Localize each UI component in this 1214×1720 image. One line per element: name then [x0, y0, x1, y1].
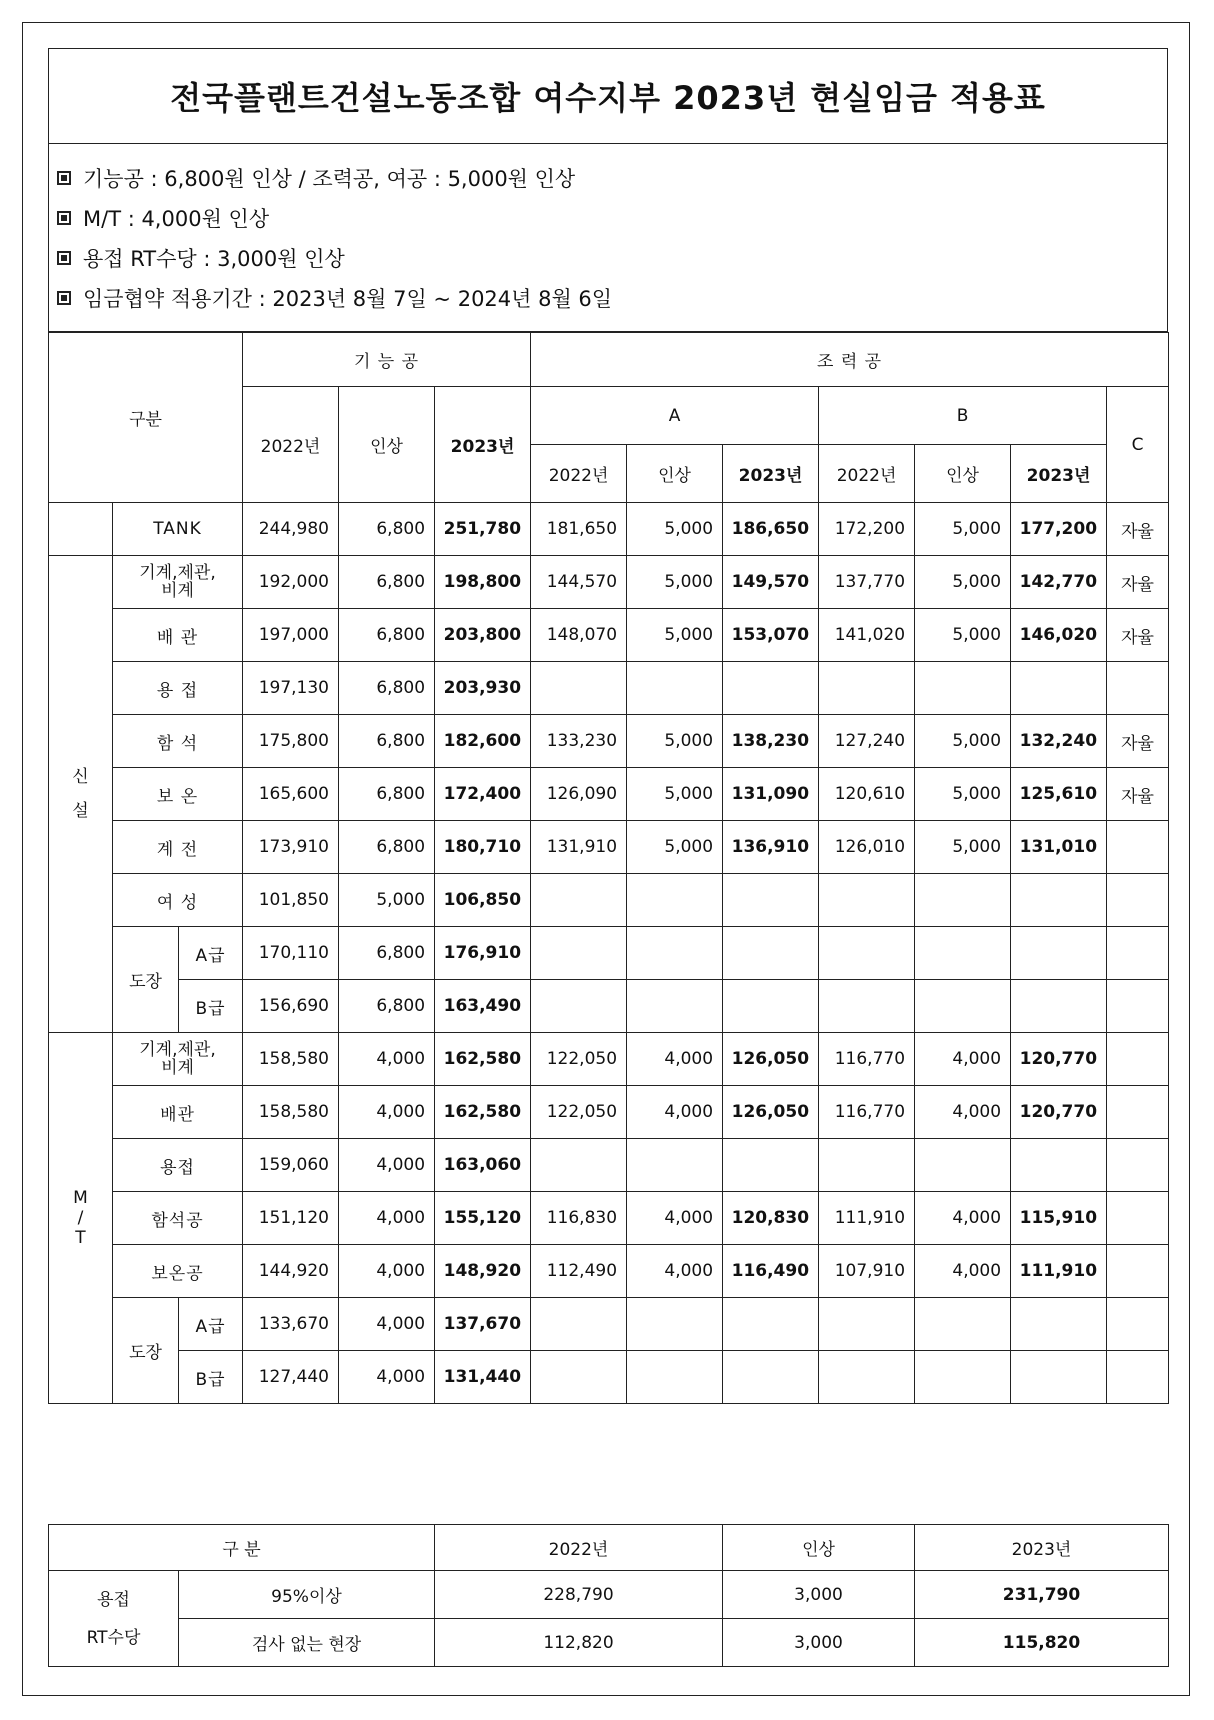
skilled-2022: 144,920 [243, 1245, 339, 1298]
skilled-raise: 5,000 [339, 874, 435, 927]
helper-b-2022 [819, 874, 915, 927]
helper-a-raise: 4,000 [627, 1245, 723, 1298]
header-group-a: A [531, 387, 819, 445]
helper-a-2022: 122,050 [531, 1033, 627, 1086]
helper-b-2022: 116,770 [819, 1033, 915, 1086]
helper-a-2023 [723, 980, 819, 1033]
helper-a-raise: 5,000 [627, 821, 723, 874]
subgroup-painting: 도장 [113, 1298, 179, 1404]
note-item: M/T : 4,000원 인상 [57, 198, 1159, 238]
helper-b-2023: 120,770 [1011, 1033, 1107, 1086]
helper-c [1107, 927, 1169, 980]
helper-b-2023 [1011, 1351, 1107, 1404]
header-b-2023: 2023년 [1011, 445, 1107, 503]
helper-c [1107, 1192, 1169, 1245]
helper-a-raise: 5,000 [627, 768, 723, 821]
row-label: 함 석 [113, 715, 243, 768]
skilled-2022: 151,120 [243, 1192, 339, 1245]
helper-a-2022 [531, 927, 627, 980]
table-row [49, 609, 1169, 662]
helper-a-2023: 126,050 [723, 1033, 819, 1086]
rt-row-2023: 231,790 [915, 1571, 1169, 1619]
helper-a-2022 [531, 662, 627, 715]
helper-a-raise [627, 1351, 723, 1404]
table-row [49, 821, 1169, 874]
helper-a-raise [627, 1298, 723, 1351]
helper-c [1107, 874, 1169, 927]
helper-b-raise: 4,000 [915, 1245, 1011, 1298]
skilled-2023: 251,780 [435, 503, 531, 556]
helper-b-2023 [1011, 927, 1107, 980]
row-label: 여 성 [113, 874, 243, 927]
helper-b-2022: 172,200 [819, 503, 915, 556]
row-label: A급 [179, 927, 243, 980]
helper-b-2022: 126,010 [819, 821, 915, 874]
header-a-raise: 인상 [627, 445, 723, 503]
skilled-2023: 198,800 [435, 556, 531, 609]
table-row [49, 1033, 1169, 1086]
helper-a-raise: 5,000 [627, 503, 723, 556]
helper-c [1107, 1033, 1169, 1086]
skilled-raise: 6,800 [339, 556, 435, 609]
helper-a-2023 [723, 1351, 819, 1404]
rt-allowance-table [48, 1524, 1169, 1667]
helper-b-2022: 111,910 [819, 1192, 915, 1245]
row-label: 배 관 [113, 609, 243, 662]
header-helper: 조 력 공 [531, 333, 1169, 387]
skilled-2022: 197,000 [243, 609, 339, 662]
header-category: 구분 [49, 333, 243, 503]
skilled-raise: 6,800 [339, 768, 435, 821]
table-row [49, 1298, 1169, 1351]
rt-row-2023: 115,820 [915, 1619, 1169, 1667]
helper-a-2022: 131,910 [531, 821, 627, 874]
table-row [49, 927, 1169, 980]
table-row [49, 1351, 1169, 1404]
helper-a-2022: 133,230 [531, 715, 627, 768]
helper-a-raise [627, 874, 723, 927]
table-row [49, 980, 1169, 1033]
helper-a-2022: 112,490 [531, 1245, 627, 1298]
helper-c [1107, 1351, 1169, 1404]
skilled-raise: 6,800 [339, 503, 435, 556]
helper-a-2023 [723, 874, 819, 927]
helper-b-2022: 107,910 [819, 1245, 915, 1298]
row-label: 보온공 [113, 1245, 243, 1298]
rt-row-2022: 228,790 [435, 1571, 723, 1619]
subgroup-painting: 도장 [113, 927, 179, 1033]
square-bullet-icon [57, 211, 71, 225]
skilled-2022: 165,600 [243, 768, 339, 821]
group-cell-empty [49, 503, 113, 556]
helper-a-2022: 116,830 [531, 1192, 627, 1245]
helper-a-2023: 186,650 [723, 503, 819, 556]
helper-c [1107, 1086, 1169, 1139]
helper-c [1107, 1139, 1169, 1192]
helper-b-2023: 177,200 [1011, 503, 1107, 556]
helper-b-2022 [819, 1298, 915, 1351]
skilled-raise: 6,800 [339, 662, 435, 715]
helper-a-2023: 153,070 [723, 609, 819, 662]
helper-b-raise [915, 662, 1011, 715]
table-row [49, 1139, 1169, 1192]
helper-b-2023: 146,020 [1011, 609, 1107, 662]
skilled-2022: 192,000 [243, 556, 339, 609]
skilled-raise: 4,000 [339, 1139, 435, 1192]
table-row [49, 556, 1169, 609]
header-skilled-2022: 2022년 [243, 387, 339, 503]
helper-b-2022: 116,770 [819, 1086, 915, 1139]
helper-a-raise [627, 1139, 723, 1192]
helper-a-2023: 138,230 [723, 715, 819, 768]
skilled-2023: 148,920 [435, 1245, 531, 1298]
helper-c [1107, 1298, 1169, 1351]
document-body [48, 48, 1168, 1404]
helper-b-raise: 4,000 [915, 1033, 1011, 1086]
rt-header-category: 구 분 [49, 1525, 435, 1571]
helper-b-2023 [1011, 874, 1107, 927]
skilled-2022: 158,580 [243, 1033, 339, 1086]
helper-c [1107, 980, 1169, 1033]
skilled-raise: 4,000 [339, 1351, 435, 1404]
skilled-2022: 156,690 [243, 980, 339, 1033]
helper-b-raise: 4,000 [915, 1086, 1011, 1139]
helper-a-raise [627, 927, 723, 980]
skilled-2023: 131,440 [435, 1351, 531, 1404]
helper-a-2022: 122,050 [531, 1086, 627, 1139]
helper-a-2022: 126,090 [531, 768, 627, 821]
helper-a-raise: 5,000 [627, 556, 723, 609]
skilled-raise: 4,000 [339, 1245, 435, 1298]
table-row [49, 503, 1169, 556]
skilled-2022: 133,670 [243, 1298, 339, 1351]
skilled-2022: 159,060 [243, 1139, 339, 1192]
helper-b-raise: 5,000 [915, 503, 1011, 556]
skilled-2023: 162,580 [435, 1033, 531, 1086]
skilled-2022: 158,580 [243, 1086, 339, 1139]
helper-a-raise [627, 980, 723, 1033]
skilled-2023: 172,400 [435, 768, 531, 821]
skilled-2023: 163,060 [435, 1139, 531, 1192]
helper-b-raise: 5,000 [915, 556, 1011, 609]
helper-b-2023: 115,910 [1011, 1192, 1107, 1245]
helper-a-2022: 148,070 [531, 609, 627, 662]
skilled-2023: 180,710 [435, 821, 531, 874]
note-item: 임금협약 적용기간 : 2023년 8월 7일 ~ 2024년 8월 6일 [57, 278, 1159, 318]
helper-b-2022: 137,770 [819, 556, 915, 609]
helper-c [1107, 662, 1169, 715]
skilled-2022: 197,130 [243, 662, 339, 715]
wage-table [48, 332, 1169, 1404]
rt-group-label: 용접 RT수당 [49, 1571, 179, 1667]
table-row [49, 715, 1169, 768]
square-bullet-icon [57, 171, 71, 185]
row-label: 함석공 [113, 1192, 243, 1245]
helper-a-raise: 4,000 [627, 1086, 723, 1139]
group-mt: M / T [49, 1033, 113, 1404]
helper-a-2022 [531, 1298, 627, 1351]
skilled-2023: 203,800 [435, 609, 531, 662]
skilled-2023: 176,910 [435, 927, 531, 980]
square-bullet-icon [57, 291, 71, 305]
rt-row-raise: 3,000 [723, 1571, 915, 1619]
skilled-2022: 244,980 [243, 503, 339, 556]
skilled-2023: 182,600 [435, 715, 531, 768]
header-group-c: C [1107, 387, 1169, 503]
row-label: 용접 [113, 1139, 243, 1192]
table-row [49, 768, 1169, 821]
helper-b-raise [915, 1139, 1011, 1192]
row-label: 용 접 [113, 662, 243, 715]
row-label: B급 [179, 1351, 243, 1404]
document-title: 전국플랜트건설노동조합 여수지부 2023년 현실임금 적용표 [48, 48, 1168, 144]
rt-header-2022: 2022년 [435, 1525, 723, 1571]
row-label: 기계,제관, 비계 [113, 556, 243, 609]
helper-a-2023 [723, 1139, 819, 1192]
helper-a-2022 [531, 980, 627, 1033]
helper-a-raise: 5,000 [627, 715, 723, 768]
row-label: 계 전 [113, 821, 243, 874]
helper-a-2023: 120,830 [723, 1192, 819, 1245]
helper-b-raise: 5,000 [915, 821, 1011, 874]
helper-b-2023: 142,770 [1011, 556, 1107, 609]
rt-row-label: 검사 없는 현장 [179, 1619, 435, 1667]
helper-a-2023 [723, 662, 819, 715]
helper-b-2023: 132,240 [1011, 715, 1107, 768]
helper-b-2022 [819, 1351, 915, 1404]
skilled-2022: 175,800 [243, 715, 339, 768]
header-skilled-2023: 2023년 [435, 387, 531, 503]
helper-a-raise: 4,000 [627, 1192, 723, 1245]
table-row [49, 1086, 1169, 1139]
helper-a-2022 [531, 1351, 627, 1404]
header-skilled-raise: 인상 [339, 387, 435, 503]
row-label: B급 [179, 980, 243, 1033]
note-item: 기능공 : 6,800원 인상 / 조력공, 여공 : 5,000원 인상 [57, 158, 1159, 198]
table-row [49, 1192, 1169, 1245]
skilled-2023: 203,930 [435, 662, 531, 715]
helper-a-2023: 131,090 [723, 768, 819, 821]
helper-a-2023 [723, 927, 819, 980]
header-b-2022: 2022년 [819, 445, 915, 503]
helper-a-2022 [531, 874, 627, 927]
helper-b-2022: 127,240 [819, 715, 915, 768]
rt-row-raise: 3,000 [723, 1619, 915, 1667]
helper-b-raise: 5,000 [915, 768, 1011, 821]
helper-a-2023: 136,910 [723, 821, 819, 874]
header-a-2023: 2023년 [723, 445, 819, 503]
helper-a-2022: 144,570 [531, 556, 627, 609]
helper-c: 자율 [1107, 768, 1169, 821]
skilled-raise: 6,800 [339, 980, 435, 1033]
helper-b-2023 [1011, 980, 1107, 1033]
skilled-2023: 137,670 [435, 1298, 531, 1351]
header-b-raise: 인상 [915, 445, 1011, 503]
skilled-2022: 127,440 [243, 1351, 339, 1404]
helper-c: 자율 [1107, 556, 1169, 609]
helper-c [1107, 821, 1169, 874]
skilled-raise: 4,000 [339, 1298, 435, 1351]
helper-b-raise: 5,000 [915, 715, 1011, 768]
skilled-raise: 6,800 [339, 609, 435, 662]
skilled-raise: 6,800 [339, 821, 435, 874]
helper-a-2022: 181,650 [531, 503, 627, 556]
helper-b-2023: 120,770 [1011, 1086, 1107, 1139]
helper-b-2022 [819, 1139, 915, 1192]
skilled-2022: 170,110 [243, 927, 339, 980]
rt-row-label: 95%이상 [179, 1571, 435, 1619]
rt-row-2022: 112,820 [435, 1619, 723, 1667]
helper-a-raise [627, 662, 723, 715]
skilled-2023: 155,120 [435, 1192, 531, 1245]
note-item: 용접 RT수당 : 3,000원 인상 [57, 238, 1159, 278]
row-label: 배관 [113, 1086, 243, 1139]
rt-header-raise: 인상 [723, 1525, 915, 1571]
skilled-2023: 162,580 [435, 1086, 531, 1139]
helper-c: 자율 [1107, 715, 1169, 768]
skilled-2022: 173,910 [243, 821, 339, 874]
helper-a-2023: 149,570 [723, 556, 819, 609]
helper-b-raise [915, 874, 1011, 927]
header-skilled: 기 능 공 [243, 333, 531, 387]
helper-b-raise [915, 1351, 1011, 1404]
skilled-raise: 4,000 [339, 1192, 435, 1245]
header-a-2022: 2022년 [531, 445, 627, 503]
skilled-2022: 101,850 [243, 874, 339, 927]
helper-a-raise: 4,000 [627, 1033, 723, 1086]
helper-b-raise [915, 1298, 1011, 1351]
row-label: A급 [179, 1298, 243, 1351]
helper-b-2022: 120,610 [819, 768, 915, 821]
helper-b-2023 [1011, 1139, 1107, 1192]
skilled-raise: 4,000 [339, 1086, 435, 1139]
helper-c: 자율 [1107, 609, 1169, 662]
helper-b-2023: 111,910 [1011, 1245, 1107, 1298]
helper-a-2022 [531, 1139, 627, 1192]
helper-c [1107, 1245, 1169, 1298]
helper-b-2023: 131,010 [1011, 821, 1107, 874]
helper-b-raise [915, 927, 1011, 980]
helper-b-2023 [1011, 1298, 1107, 1351]
table-row [49, 1245, 1169, 1298]
helper-b-2023: 125,610 [1011, 768, 1107, 821]
skilled-2023: 163,490 [435, 980, 531, 1033]
rt-header-2023: 2023년 [915, 1525, 1169, 1571]
helper-c: 자율 [1107, 503, 1169, 556]
table-row [49, 662, 1169, 715]
header-group-b: B [819, 387, 1107, 445]
skilled-2023: 106,850 [435, 874, 531, 927]
helper-a-2023 [723, 1298, 819, 1351]
skilled-raise: 6,800 [339, 927, 435, 980]
helper-b-2022: 141,020 [819, 609, 915, 662]
skilled-raise: 6,800 [339, 715, 435, 768]
helper-b-raise [915, 980, 1011, 1033]
helper-b-2022 [819, 927, 915, 980]
helper-a-2023: 126,050 [723, 1086, 819, 1139]
notes-box [48, 144, 1168, 332]
helper-b-2022 [819, 662, 915, 715]
skilled-raise: 4,000 [339, 1033, 435, 1086]
row-label: 기계,제관, 비계 [113, 1033, 243, 1086]
helper-b-raise: 5,000 [915, 609, 1011, 662]
row-label: TANK [113, 503, 243, 556]
group-new-construction: 신 설 [49, 556, 113, 1033]
helper-b-2023 [1011, 662, 1107, 715]
helper-b-raise: 4,000 [915, 1192, 1011, 1245]
helper-a-raise: 5,000 [627, 609, 723, 662]
helper-a-2023: 116,490 [723, 1245, 819, 1298]
helper-b-2022 [819, 980, 915, 1033]
table-row [49, 874, 1169, 927]
row-label: 보 온 [113, 768, 243, 821]
square-bullet-icon [57, 251, 71, 265]
